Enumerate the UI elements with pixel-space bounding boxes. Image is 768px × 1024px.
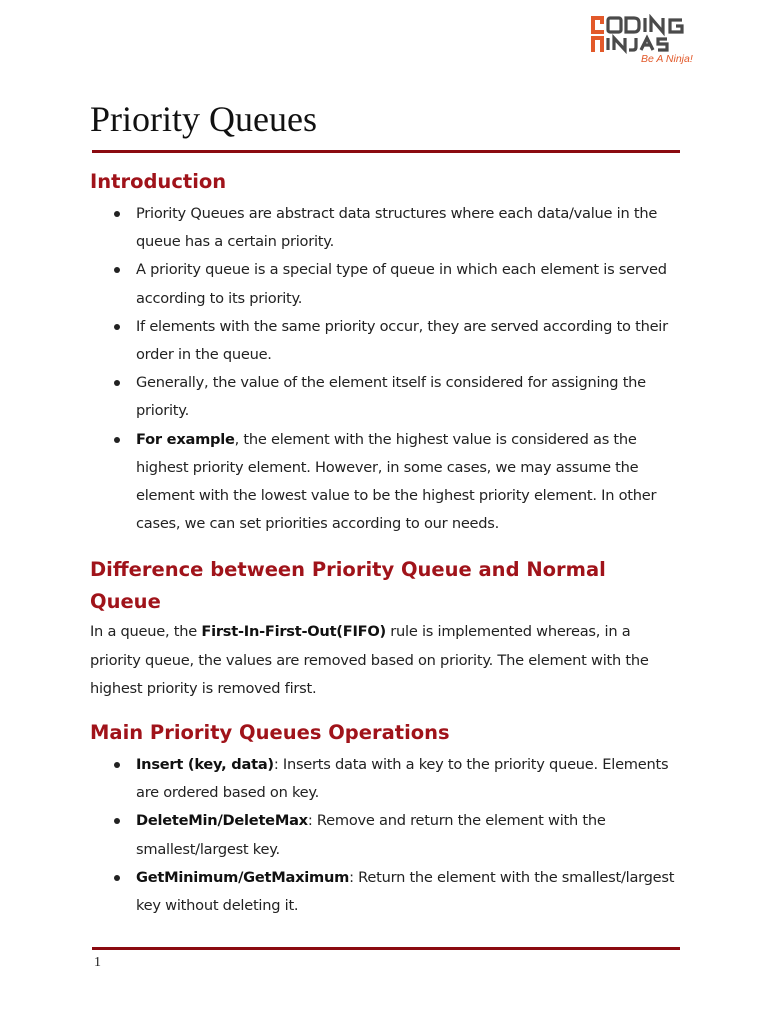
paragraph-bold: First-In-First-Out(FIFO) xyxy=(201,623,386,641)
introduction-section xyxy=(90,166,682,538)
list-item-bold: For example xyxy=(136,430,235,448)
page-number: 1 xyxy=(94,955,101,970)
list-item-bold: Insert (key, data) xyxy=(136,756,274,774)
list-item-text: Priority Queues are abstract data structures where each data/value in the queue has a certain priority. xyxy=(136,205,658,251)
introduction-list xyxy=(90,200,682,538)
list-item xyxy=(90,200,682,256)
difference-section xyxy=(90,554,682,703)
difference-paragraph xyxy=(90,618,682,703)
introduction-heading: Introduction xyxy=(90,170,227,193)
list-item-text: Generally, the value of the element itself is considered for assigning the priority. xyxy=(136,374,646,420)
page-title: Priority Queues xyxy=(90,99,317,139)
list-item-text: , the element with the highest value is considered as the highest priority element. However, in some cases, we may assume the element with the lowest value to be the highest priority element. In other cases, we can set priorities according to our needs. xyxy=(136,430,657,533)
paragraph-text: rule is implemented whereas, in a priority queue, the values are removed based on priority. The element with the highest priority is removed first. xyxy=(90,623,649,697)
list-item xyxy=(90,426,682,539)
logo-mark xyxy=(588,14,704,54)
brand-tagline: Be A Ninja! xyxy=(641,53,693,65)
list-item-text: : Return the element with the smallest/largest key without deleting it. xyxy=(136,868,675,915)
list-item xyxy=(90,864,682,920)
paragraph-text: In a queue, the xyxy=(90,623,202,641)
difference-heading: Difference between Priority Queue and Normal Queue xyxy=(90,558,606,614)
title-divider xyxy=(92,150,680,153)
list-item xyxy=(90,751,682,807)
list-item xyxy=(90,369,682,425)
list-item-text: A priority queue is a special type of queue in which each element is served according to its priority. xyxy=(136,261,667,307)
list-item-text: If elements with the same priority occur, they are served according to their order in the queue. xyxy=(136,317,668,364)
operations-section xyxy=(90,717,682,920)
list-item xyxy=(90,256,682,312)
list-item xyxy=(90,807,682,863)
list-item-text: : Remove and return the element with the smallest/largest key. xyxy=(136,812,606,858)
list-item xyxy=(90,313,682,369)
document-body xyxy=(90,166,682,920)
footer-divider xyxy=(92,947,680,950)
operations-list xyxy=(90,751,682,920)
operations-heading: Main Priority Queues Operations xyxy=(90,721,450,745)
list-item-bold: GetMinimum/GetMaximum xyxy=(136,868,350,886)
list-item-bold: DeleteMin/DeleteMax xyxy=(136,812,308,830)
list-item-text: : Inserts data with a key to the priority queue. Elements are ordered based on key. xyxy=(136,756,669,802)
